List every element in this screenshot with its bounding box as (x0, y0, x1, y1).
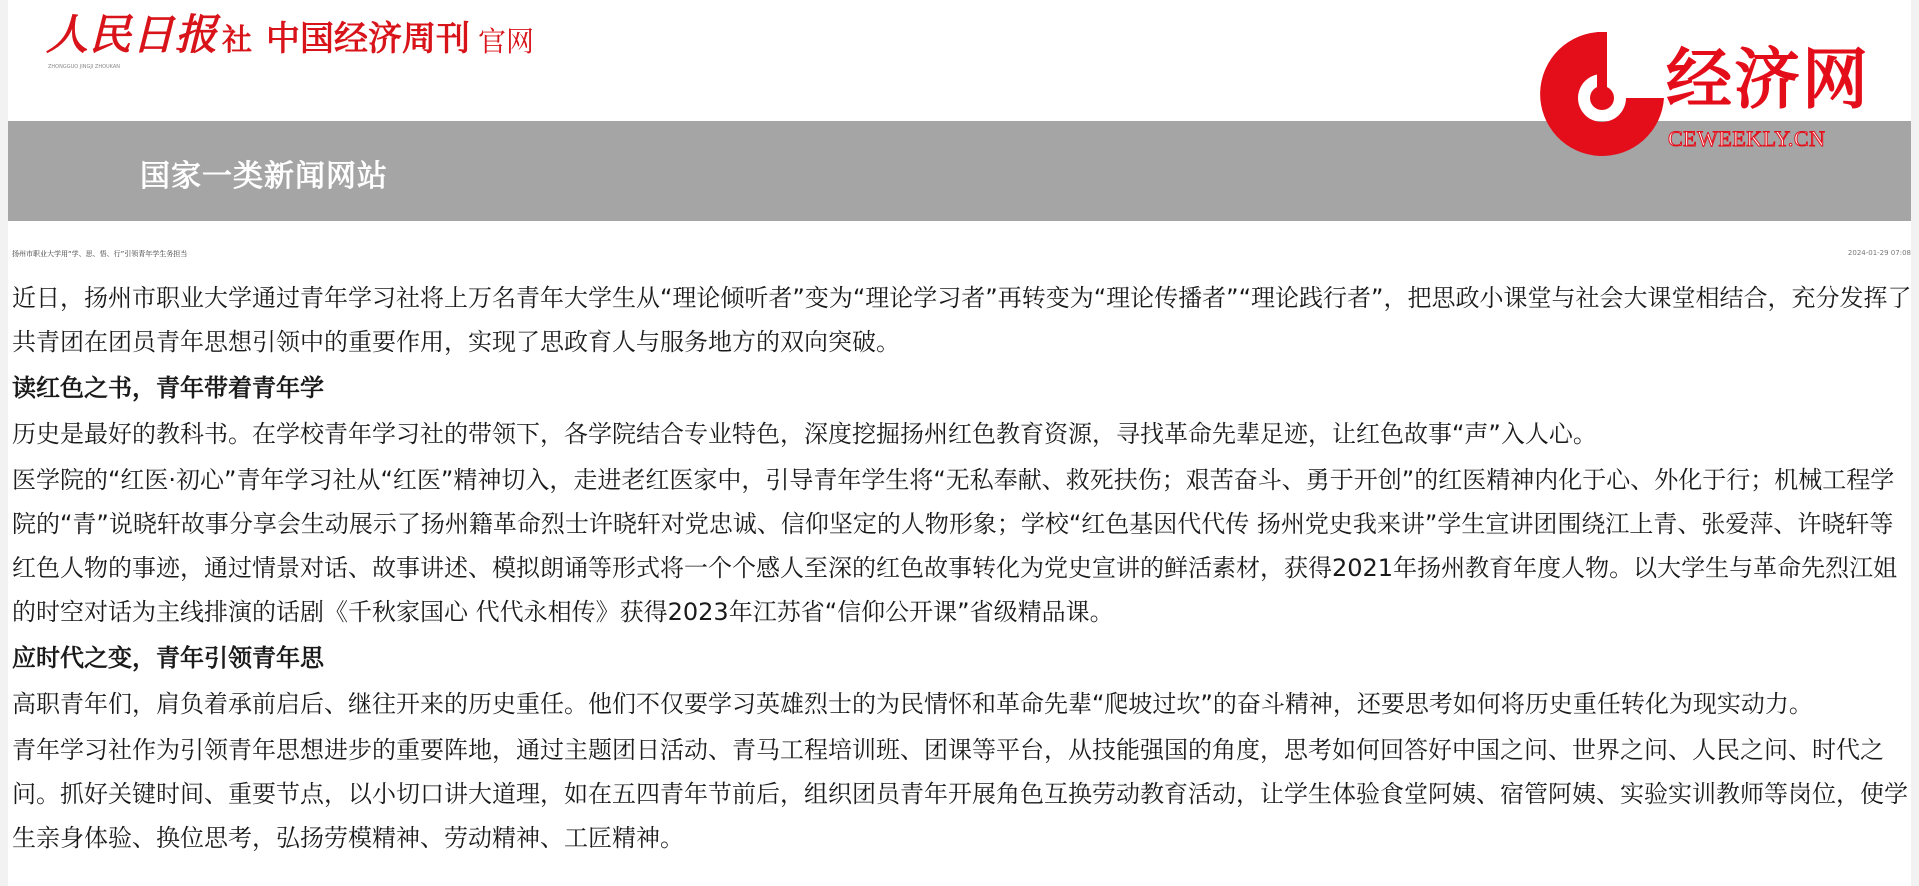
logo-english-text: CEWEEKLY.CN (1668, 126, 1826, 151)
brand-weekly-name: 中国经济周刊 (266, 19, 471, 59)
article-paragraph: 高职青年们，肩负着承前启后、继往开来的历史重任。他们不仅要学习英雄烈士的为民情怀和革命先辈“爬坡过坎”的奋斗精神，还要思考如何将历史重任转化为现实动力。 (12, 690, 1813, 718)
section-heading: 应时代之变，青年引领青年思 (12, 644, 324, 672)
band-title: 国家一类新闻网站 (140, 159, 388, 194)
article-body (12, 276, 1912, 862)
brand-paper-name: 人民日报 (46, 10, 219, 59)
article-paragraph: 近日，扬州市职业大学通过青年学习社将上万名青年大学生从“理论倾听者”变为“理论学习者”再转变为“理论传播者”“理论践行者”，把思政小课堂与社会大课堂相结合，充分发挥了共青团在团员青年思想引领中的重要作用，实现了思政育人与服务地方的双向突破。 (12, 284, 1912, 356)
article-paragraph: 青年学习社作为引领青年思想进步的重要阵地，通过主题团日活动、青马工程培训班、团课等平台，从技能强国的角度，思考如何回答好中国之问、世界之问、人民之问、时代之问。抓好关键时间、重要节点，以小切口讲大道理，如在五四青年节前后，组织团员青年开展角色互换劳动教育活动，让学生体验食堂阿姨、宿管阿姨、实验实训教师等岗位，使学生亲身体验、换位思考，弘扬劳模精神、劳动精神、工匠精神。 (12, 736, 1908, 852)
article-meta (12, 249, 1911, 261)
publish-date: 2024-01-29 07:08 (1847, 249, 1911, 257)
brand-she: 社 (222, 23, 253, 58)
article-paragraph: 医学院的“红医·初心”青年学习社从“红医”精神切入，走进老红医家中，引导青年学生将“无私奉献、救死扶伤；艰苦奋斗、勇于开创”的红医精神内化于心、外化于行；机械工程学院的“青”说晓轩故事分享会生动展示了扬州籍革命烈士许晓轩对党忠诚、信仰坚定的人物形象；学校“红色基因代代传 扬州党史我来讲”学生宣讲团围绕江上青、张爱萍、许晓轩等红色人物的事迹，通过情景对话、故事讲述、模拟朗诵等形式将一个个感人至深的红色故事转化为党史宣讲的鲜活素材，获得2021年扬州教育年度人物。以大学生与革命先烈江姐的时空对话为主线排演的话剧《千秋家国心 代代永相传》获得2023年江苏省“信仰公开课”省级精品课。 (12, 466, 1898, 626)
brand-official-label: 官网 (478, 25, 535, 58)
logo-chinese-text: 经济网 (1666, 40, 1870, 118)
brand-lockup[interactable] (46, 10, 535, 59)
breadcrumb[interactable]: 扬州市职业大学用“学、思、悟、行”引领青年学生务担当 (12, 250, 188, 258)
logo-mark-icon (1540, 28, 1665, 168)
article-paragraph: 历史是最好的教科书。在学校青年学习社的带领下，各学院结合专业特色，深度挖掘扬州红色教育资源，寻找革命先辈足迹，让红色故事“声”入人心。 (12, 420, 1597, 448)
brand-pinyin: ZHONGGUO JINGJI ZHOUKAN (48, 64, 121, 70)
section-heading: 读红色之书，青年带着青年学 (12, 374, 324, 402)
ceweekly-logo[interactable] (1540, 28, 1875, 176)
